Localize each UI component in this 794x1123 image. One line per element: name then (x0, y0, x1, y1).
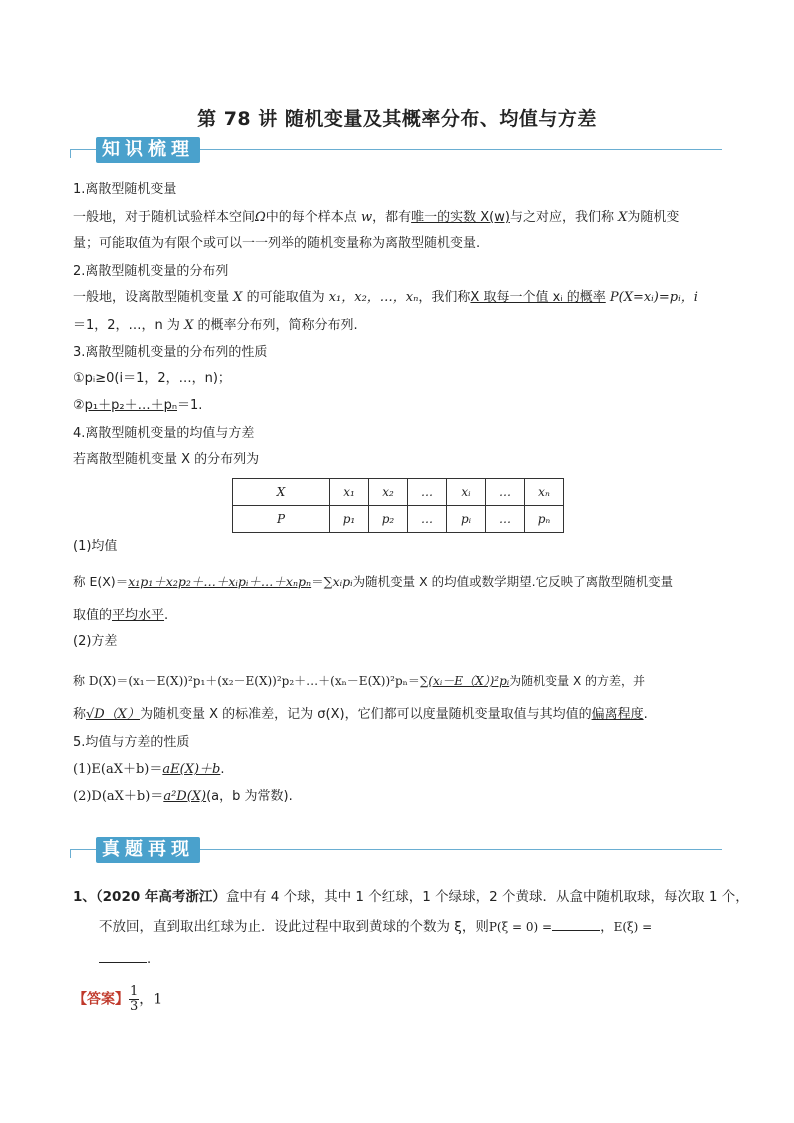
section-label: 知识梳理 (96, 137, 200, 163)
heading-k1: 1.离散型随机变量 (73, 182, 177, 197)
table-cell: pₙ (525, 506, 564, 533)
question-1-line3 (99, 950, 151, 968)
table-cell: xᵢ (447, 479, 486, 506)
heading-k3: 3.离散型随机变量的分布列的性质 (73, 345, 268, 360)
formula: P(X=xᵢ)=pᵢ，i (605, 290, 698, 305)
table-row (233, 479, 564, 506)
section-label: 真题再现 (96, 837, 200, 863)
table-cell: P (233, 506, 330, 533)
text: 中的每个样本点 (265, 210, 357, 225)
table-row (233, 506, 564, 533)
underlined-term: 平均水平 (112, 608, 165, 623)
underlined-term: √D（X） (86, 707, 140, 722)
k5-line2 (73, 789, 293, 805)
text: ＝ (311, 574, 324, 589)
table-cell: x₂ (369, 479, 408, 506)
text: ， (600, 919, 614, 935)
underlined-term: a²D(X) (163, 789, 207, 804)
table-cell: p₁ (330, 506, 369, 533)
text: . (220, 762, 225, 777)
text: . (643, 707, 648, 722)
text: (a，b 为常数). (206, 789, 293, 804)
denominator: 3 (130, 999, 139, 1014)
x-var: X (618, 210, 628, 225)
text: 为随机变量 X 的均值或数学期望.它反映了离散型随机变量 (352, 574, 674, 589)
mean-line1 (73, 574, 673, 590)
table-cell: xₙ (525, 479, 564, 506)
text: ，我们称 (418, 290, 471, 305)
answer-blank (99, 950, 147, 963)
values: x₁，x₂，…，xₙ (328, 290, 419, 305)
sd-line (73, 707, 648, 723)
text: 与之对应，我们称 (509, 210, 614, 225)
text: 称 D(X)＝(x₁－E(X))²p₁＋(x₂－E(X))²p₂＋…＋(xₙ－E(X))²pₙ＝ (73, 674, 420, 688)
table-cell: … (486, 479, 525, 506)
text: ＝1. (177, 398, 203, 413)
text: . (164, 608, 169, 623)
underlined-term: X 取每一个值 xᵢ 的概率 (470, 290, 606, 305)
var-line1 (73, 673, 645, 689)
underlined-term: x₁p₁＋x₂p₂＋…＋xᵢpᵢ＋…＋xₙpₙ (128, 574, 312, 589)
table-cell: x₁ (330, 479, 369, 506)
answer-blank (552, 918, 600, 931)
question-text: 不放回，直到取出红球为止．设此过程中取到黄球的个数为 ξ，则 (99, 919, 489, 935)
answer-text: ，1 (139, 991, 163, 1008)
k2-line1 (73, 290, 698, 306)
section-hook (70, 849, 77, 858)
text: 一般地，对于随机试验样本空间 (73, 210, 256, 225)
numerator: 1 (130, 984, 139, 999)
distribution-table (232, 478, 564, 533)
k4-intro: 若离散型随机变量 X 的分布列为 (73, 452, 260, 467)
text: 为随机变量 X 的方差，并 (509, 674, 646, 688)
text: 为随机变 (627, 210, 680, 225)
mean-line2 (73, 608, 168, 624)
heading-k5: 5.均值与方差的性质 (73, 735, 190, 750)
table-cell: X (233, 479, 330, 506)
underlined-term: 唯一的实数 X(w) (411, 210, 510, 225)
fraction (129, 985, 139, 1014)
text: 为随机变量 X 的标准差，记为 σ(X)，它们都可以度量随机变量取值与其均值的 (139, 707, 592, 722)
text: 取值的 (73, 608, 113, 623)
text: (1)E(aX＋b)＝ (73, 762, 163, 777)
k5-line1 (73, 762, 225, 778)
question-number: 1、 (73, 889, 96, 905)
text: (2)D(aX＋b)＝ (73, 789, 164, 804)
question-source: （2020 年高考浙江） (95, 889, 226, 905)
x-var: X (184, 318, 194, 333)
table-cell: … (408, 506, 447, 533)
text: 称 (73, 707, 87, 722)
section-hook (70, 149, 77, 158)
w: w (360, 210, 373, 225)
text: 的概率分布列，简称分布列. (197, 318, 358, 333)
sum-formula: ∑xᵢpᵢ (323, 574, 353, 589)
var-heading: (2)方差 (73, 634, 118, 649)
question-1-line2 (99, 918, 652, 935)
text: 称 E(X)＝ (73, 574, 129, 589)
underlined-term: ∑(xᵢ－E（X）)²pᵢ (419, 674, 510, 688)
omega: Ω (255, 210, 266, 225)
k3-line2 (73, 398, 202, 414)
page-title: 第 78 讲 随机变量及其概率分布、均值与方差 (197, 108, 597, 130)
question-1-line1 (73, 889, 749, 905)
text: ＝1，2，…，n 为 (73, 318, 180, 333)
underlined-term: p₁＋p₂＋…＋pₙ (84, 398, 178, 413)
k3-line1: ①pᵢ≥0(i＝1，2，…，n)； (73, 371, 231, 386)
text: ② (73, 398, 85, 413)
k1-line1 (73, 210, 679, 226)
formula: P(ξ = 0) = (488, 920, 553, 934)
x-var: X (233, 290, 243, 305)
question-text: 盒中有 4 个球，其中 1 个红球，1 个绿球，2 个黄球．从盒中随机取球，每次取 1 个， (225, 889, 749, 905)
text: 一般地，设离散型随机变量 (73, 290, 230, 305)
answer-label: 【答案】 (73, 991, 129, 1008)
table-cell: pᵢ (447, 506, 486, 533)
heading-k4: 4.离散型随机变量的均值与方差 (73, 426, 255, 441)
mean-heading: (1)均值 (73, 539, 118, 554)
text: . (147, 952, 152, 967)
text: ，都有 (372, 210, 412, 225)
table-cell: … (408, 479, 447, 506)
underlined-term: 偏离程度 (591, 707, 644, 722)
text: 的可能取值为 (246, 290, 325, 305)
table-cell: p₂ (369, 506, 408, 533)
table-cell: … (486, 506, 525, 533)
k2-line2 (73, 318, 358, 334)
answer-line (73, 985, 162, 1014)
heading-k2: 2.离散型随机变量的分布列 (73, 264, 229, 279)
formula: E(ξ) = (613, 920, 653, 934)
underlined-term: aE(X)＋b (162, 762, 221, 777)
k1-line2: 量；可能取值为有限个或可以一一列举的随机变量称为离散型随机变量. (73, 236, 481, 251)
